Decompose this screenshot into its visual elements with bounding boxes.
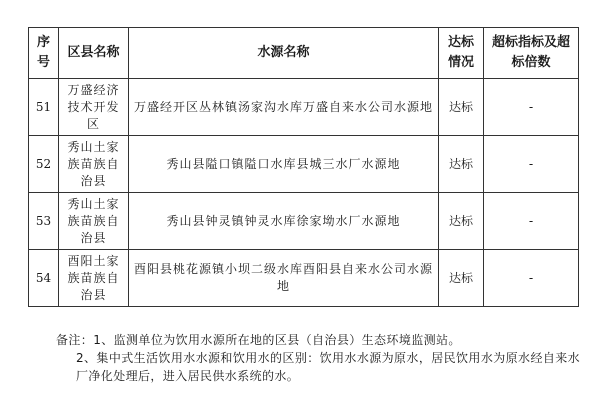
table-row xyxy=(29,79,579,136)
row-exceed: - xyxy=(484,250,579,307)
footnote-2: 2、集中式生活饮用水水源和饮用水的区别：饮用水水源为原水，居民饮用水为原水经自来水厂净化处理后，进入居民供水系统的水。 xyxy=(76,351,581,383)
row-district: 万盛经济技术开发区 xyxy=(59,79,129,136)
row-source: 秀山县隘口镇隘口水库县城三水厂水源地 xyxy=(129,136,439,193)
footnote-1: 备注：1、监测单位为饮用水源所在地的区县（自治县）生态环境监测站。 xyxy=(56,333,461,347)
table-row xyxy=(29,136,579,193)
row-exceed: - xyxy=(484,136,579,193)
row-index: 53 xyxy=(29,193,59,250)
row-source: 秀山县钟灵镇钟灵水库徐家坳水厂水源地 xyxy=(129,193,439,250)
header-index: 序号 xyxy=(29,28,59,79)
table-row xyxy=(29,250,579,307)
header-exceed: 超标指标及超标倍数 xyxy=(484,28,579,79)
row-status: 达标 xyxy=(439,193,484,250)
row-status: 达标 xyxy=(439,250,484,307)
table-header-row xyxy=(29,28,579,79)
header-source: 水源名称 xyxy=(129,28,439,79)
row-district: 酉阳土家族苗族自治县 xyxy=(59,250,129,307)
table-row xyxy=(29,193,579,250)
row-source: 万盛经开区丛林镇汤家沟水库万盛自来水公司水源地 xyxy=(129,79,439,136)
row-status: 达标 xyxy=(439,136,484,193)
row-exceed: - xyxy=(484,193,579,250)
row-district: 秀山土家族苗族自治县 xyxy=(59,193,129,250)
row-exceed: - xyxy=(484,79,579,136)
row-district: 秀山土家族苗族自治县 xyxy=(59,136,129,193)
header-status: 达标情况 xyxy=(439,28,484,79)
row-source: 酉阳县桃花源镇小坝二级水库酉阳县自来水公司水源地 xyxy=(129,250,439,307)
footnotes xyxy=(56,331,586,385)
water-quality-table xyxy=(28,27,579,307)
row-index: 54 xyxy=(29,250,59,307)
row-index: 52 xyxy=(29,136,59,193)
header-district: 区县名称 xyxy=(59,28,129,79)
row-index: 51 xyxy=(29,79,59,136)
row-status: 达标 xyxy=(439,79,484,136)
